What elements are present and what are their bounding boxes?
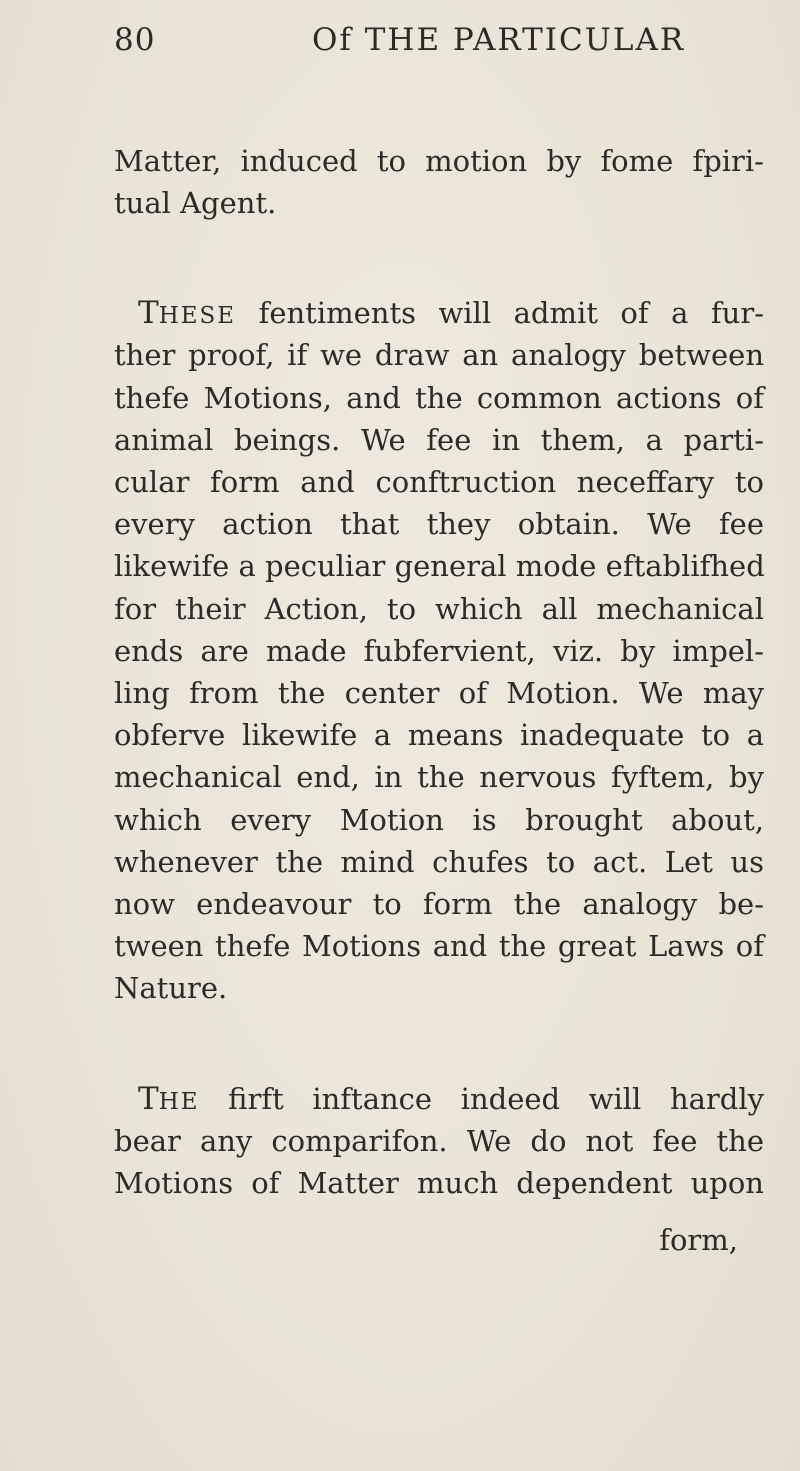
text-line: firft inftance indeed will hardly xyxy=(199,1082,764,1116)
page-number: 80 xyxy=(114,22,156,58)
text-line: tual Agent. xyxy=(114,186,277,220)
small-caps-word: HE xyxy=(158,1089,200,1115)
text-line: tween thefe Motions and the great Laws of xyxy=(114,929,764,963)
small-caps-initial: T xyxy=(138,1081,159,1117)
text-line: bear any comparifon. We do not fee the xyxy=(114,1124,764,1158)
text-line: whenever the mind chufes to act. Let us xyxy=(114,845,764,879)
text-line: every action that they obtain. We fee xyxy=(114,507,764,541)
text-line: ther proof, if we draw an analogy between xyxy=(114,338,764,372)
running-head: Of THE PARTICULAR xyxy=(312,22,686,58)
text-line: animal beings. We fee in them, a parti- xyxy=(114,423,764,457)
text-line: ends are made fubfervient, viz. by impel- xyxy=(114,634,764,668)
small-caps-initial: T xyxy=(138,295,159,331)
text-line: now endeavour to form the analogy be- xyxy=(114,887,764,921)
text-line: Motions of Matter much dependent upon xyxy=(114,1166,764,1200)
text-line: mechanical end, in the nervous fyftem, by xyxy=(114,760,764,794)
paragraph-lead-line xyxy=(138,1079,764,1122)
text-line: thefe Motions, and the common actions of xyxy=(114,381,764,415)
text-line: Matter, induced to motion by fome fpiri- xyxy=(114,144,764,178)
text-line: likewife a peculiar general mode eftablifhed xyxy=(114,549,765,583)
text-line: cular form and conftruction neceffary to xyxy=(114,465,764,499)
paragraph-lead-line xyxy=(138,293,764,336)
text-line: obferve likewife a means inadequate to a xyxy=(114,718,764,752)
text-line: for their Action, to which all mechanical xyxy=(114,592,764,626)
page-header xyxy=(114,22,764,72)
text-line: which every Motion is brought about, xyxy=(114,803,764,837)
text-line: Nature. xyxy=(114,971,228,1005)
text-line: fentiments will admit of a fur- xyxy=(236,296,764,330)
text-line: ling from the center of Motion. We may xyxy=(114,676,764,710)
catchword: form, xyxy=(659,1223,738,1257)
small-caps-word: HESE xyxy=(158,303,237,329)
